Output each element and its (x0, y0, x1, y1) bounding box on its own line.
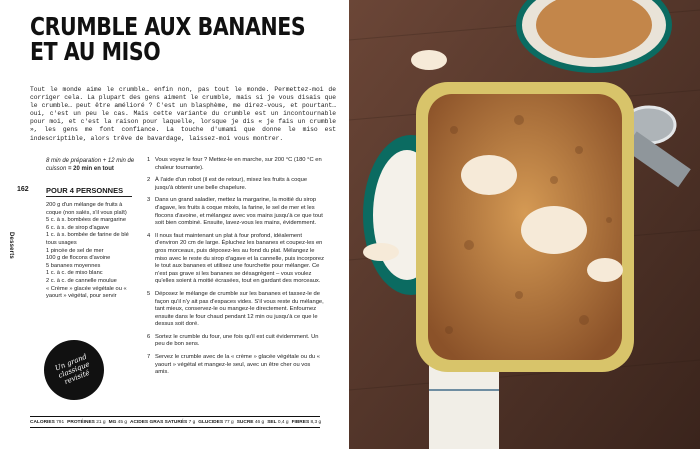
steps-list (147, 157, 325, 382)
nutrition-value: 46 g (254, 419, 265, 425)
recipe-title (30, 12, 306, 66)
ingredient-item: 1 c. à s. bombée de farine de blé tous usages (46, 232, 129, 246)
step-number: 7 (147, 354, 151, 361)
intro-text: Tout le monde aime le crumble… enfin non, pas tout le monde. Permettez-moi de corriger cela. La plupart des gens aiment le crumble, mais si je vous disais que le crumble… peut être amélioré ? C'est un blasphème, me direz-vous, et pourtant… oui, c'est un peu le cas. Mais cette variante du crumble est un incontournable pour moi, et c'est la raison pour laquelle, lorsque je dis « je fais un crumble », les gens me font confiance. La touche d'umami que donne le miso est indescriptible, alors trêve de bavardage, laissez-moi vous montrer. (30, 86, 336, 142)
nutrition-item (67, 420, 105, 425)
nutrition-label: ACIDES GRAS SATURÉS (130, 419, 188, 425)
step-item (147, 157, 325, 172)
ingredient-item: 100 g de flocons d'avoine (46, 255, 111, 262)
step-item (147, 177, 325, 192)
nutrition-value: 0,4 g (277, 419, 289, 425)
nutrition-item (130, 420, 195, 425)
step-number: 4 (147, 232, 151, 239)
step-text: À l'aide d'un robot (il est de retour), mixez les fruits à coque jusqu'à obtenir une belle chapelure. (155, 177, 308, 191)
step-text: Sortez le crumble du four, une fois qu'il est cuit évidemment. Un peu de bon sens. (155, 333, 319, 348)
ingredient-item: 200 g d'un mélange de fruits à coque (non salés, s'il vous plaît) (46, 202, 127, 216)
crumble-photo (349, 0, 700, 449)
ingredients-list (46, 202, 136, 301)
nutrition-label: MG (108, 419, 117, 425)
step-item (147, 233, 325, 286)
nutrition-value: 7 g (188, 419, 196, 425)
step-number: 6 (147, 333, 151, 340)
nutrition-item (237, 420, 264, 425)
nutrition-item (198, 420, 233, 425)
title-line-2: ET AU MISO (30, 37, 161, 66)
step-text: Vous voyez le four ? Mettez-le en marche, sur 200 °C (180 °C en chaleur tournante). (155, 157, 322, 171)
servings-title: POUR 4 PERSONNES (46, 186, 124, 195)
nutrition-label: GLUCIDES (198, 419, 224, 425)
nutrition-value: 45 g (117, 419, 127, 425)
page-number: 162 (17, 186, 29, 193)
step-number: 3 (147, 197, 151, 204)
nutrition-label: PROTÉINES (67, 419, 95, 425)
step-text: Servez le crumble avec de la « crème » glacée végétale ou du « yaourt » végétal et mangez-le seul, avec un être cher ou vos amis. (155, 354, 320, 376)
nutrition-label: FIBRES (291, 419, 310, 425)
nutrition-item (109, 420, 127, 425)
nutrition-label: SEL (267, 419, 277, 425)
nutrition-value: 8,3 g (310, 419, 322, 425)
ingredient-item: 2 c. à c. de cannelle moulue (46, 277, 117, 284)
ingredient-item: 1 pincée de sel de mer (46, 247, 104, 254)
nutrition-bar (30, 416, 320, 428)
section-label: Desserts (8, 232, 14, 259)
timing-total: = 20 min en tout (68, 166, 114, 172)
timing-info (46, 157, 136, 173)
ingredient-item: 6 c. à s. de sirop d'agave (46, 224, 110, 231)
nutrition-item (292, 420, 322, 425)
nutrition-item (267, 420, 288, 425)
nutrition-label: CALORIES (30, 419, 55, 425)
ingredient-item: 5 bananes moyennes (46, 262, 101, 269)
step-text: Déposez le mélange de crumble sur les bananes et tassez-le de façon qu'il n'y ait pas d'espaces vides. S'il vous reste du mélange, tant mieux, conservez-le ou mangez-le directement. Enfournez ensuite dans le four chaud pendant 12 min ou jusqu'à ce que le dessus soit doré. (155, 290, 324, 328)
crumble-illustration (349, 0, 700, 449)
timing-prep: 8 min de préparation + 12 min de cuisson (46, 158, 135, 172)
step-number: 1 (147, 157, 151, 163)
ingredient-item: 1 c. à c. de miso blanc (46, 270, 103, 277)
nutrition-label: SUCRE (236, 419, 254, 425)
step-text: Dans un grand saladier, mettez la margarine, la moitié du sirop d'agave, les fruits à coque mixés, la farine, le sel de mer et les flocons d'avoine, et mélangez avec vos mains jusqu'à ce que tout soit bien combiné. Ensuite, lavez-vous les mains, évidemment. (155, 197, 323, 227)
nutrition-item (30, 420, 64, 425)
step-item (147, 291, 325, 329)
step-number: 5 (147, 290, 151, 297)
step-number: 2 (147, 177, 151, 184)
nutrition-value: 21 g (96, 419, 106, 425)
nutrition-value: 77 g (224, 419, 234, 425)
classic-badge: Un grand classique revisité (35, 331, 113, 409)
ingredient-item: « Crème » glacée végétale ou « yaourt » végétal, pour servir (46, 285, 127, 300)
title-line-1: CRUMBLE AUX BANANES (30, 12, 306, 41)
ingredient-item: 5 c. à s. bombées de margarine (46, 217, 126, 224)
step-item (147, 354, 325, 377)
nutrition-value: 791 (56, 419, 65, 425)
servings-divider (46, 196, 132, 197)
step-text: Il nous faut maintenant un plat à four profond, idéalement d'environ 20 cm de large. Épluchez les bananes et coupez-les en gros morceaux, puis déposez-les au fond du plat. Mélangez le miso avec le reste du sirop d'agave et la cannelle, puis incorporez le tout aux bananes et utilisez une fourchette pour mélanger. Ce n'est pas grave si les bananes se désagrègent – vous voulez qu'elles soient à moitié écrasées, tout en gardant des morceaux. (155, 232, 324, 285)
step-item (147, 334, 325, 349)
recipe-page (0, 0, 349, 449)
step-item (147, 197, 325, 227)
